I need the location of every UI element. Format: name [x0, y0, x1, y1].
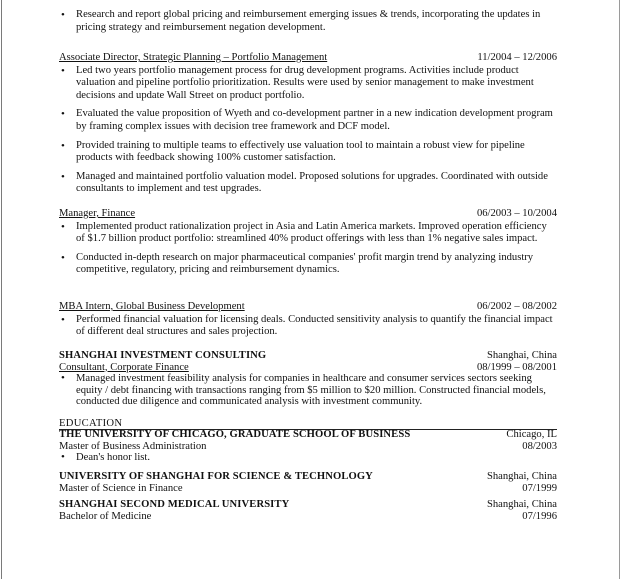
- job-manager-finance: [59, 208, 557, 277]
- degree-date: 07/1999: [522, 482, 557, 494]
- school-shanghai-sci-tech: [59, 471, 557, 494]
- degree-date: 07/1996: [522, 510, 557, 522]
- school-chicago: [59, 429, 557, 464]
- school-name: THE UNIVERSITY OF CHICAGO, GRADUATE SCHOOL OF BUSINESS: [59, 429, 411, 440]
- job-dates: 11/2004 – 12/2006: [477, 52, 557, 63]
- list-item: • Implemented product rationalization project in Asia and Latin America markets. Improved operation efficiency of $1.7 billion product portfolio: streamlined 40% product offerings with less than 1% negative sales impact.: [59, 221, 557, 246]
- education-section: [59, 418, 557, 430]
- org-name: SHANGHAI INVESTMENT CONSULTING: [59, 350, 267, 361]
- school-name: UNIVERSITY OF SHANGHAI FOR SCIENCE & TECHNOLOGY: [59, 471, 373, 482]
- degree: Master of Business Administration: [59, 440, 207, 452]
- list-item: • Performed financial valuation for licensing deals. Conducted sensitivity analysis to quantify the financial impact of different deal structures and sales projection.: [59, 314, 557, 339]
- job-mba-intern: [59, 301, 557, 339]
- job-title: Manager, Finance: [59, 208, 136, 219]
- page-left-edge: [1, 0, 2, 579]
- org-shanghai-investment: [59, 350, 557, 408]
- list-item: • Conducted in-depth research on major pharmaceutical companies' profit margin trend by analyzing industry competitive, regulatory, pricing and reimbursement dynamics.: [59, 252, 557, 277]
- school-shanghai-medical: [59, 499, 557, 522]
- top-bullet-block: [59, 9, 557, 34]
- job-dates: 08/1999 – 08/2001: [476, 361, 557, 373]
- list-item: • Managed investment feasibility analysis for companies in healthcare and consumer services sectors seeking equity / debt financing with transactions ranging from $5 million to $20 million. Constructed financial models, conducted due diligence and communicated analysis with investment community.: [59, 373, 557, 408]
- school-location: Shanghai, China: [486, 499, 557, 510]
- school-location: Chicago, IL: [506, 429, 557, 440]
- job-dates: 06/2003 – 10/2004: [476, 208, 557, 219]
- list-item: • Research and report global pricing and reimbursement emerging issues & trends, incorporating the updates in pricing strategy and reimbursement negation development.: [59, 9, 557, 34]
- job-title: MBA Intern, Global Business Development: [59, 301, 245, 312]
- job-title: Consultant, Corporate Finance: [59, 361, 189, 373]
- page-right-edge: [619, 0, 620, 579]
- org-location: Shanghai, China: [486, 350, 557, 361]
- job-dates: 06/2002 – 08/2002: [476, 301, 557, 312]
- degree-date: 08/2003: [522, 440, 557, 452]
- job-title: Associate Director, Strategic Planning – Portfolio Management: [59, 52, 328, 63]
- degree: Master of Science in Finance: [59, 482, 183, 494]
- list-item: • Dean's honor list.: [59, 452, 557, 464]
- job-associate-director: [59, 52, 557, 196]
- degree: Bachelor of Medicine: [59, 510, 152, 522]
- list-item: • Evaluated the value proposition of Wyeth and co-development partner in a new indication development program by framing complex issues with decision tree framework and DCF model.: [59, 108, 557, 133]
- school-location: Shanghai, China: [486, 471, 557, 482]
- list-item: • Managed and maintained portfolio valuation model. Proposed solutions for upgrades. Coordinated with outside consultants to implement and test upgrades.: [59, 171, 557, 196]
- list-item: • Provided training to multiple teams to effectively use valuation tool to maintain a robust view for pipeline products with feedback showing 100% customer satisfaction.: [59, 140, 557, 165]
- school-name: SHANGHAI SECOND MEDICAL UNIVERSITY: [59, 499, 290, 510]
- list-item: • Led two years portfolio management process for drug development programs. Activities include product valuation and pipeline portfolio prioritization. Results were used by senior management to make investment decisions and update Wall Street on product portfolio.: [59, 65, 557, 103]
- section-heading: EDUCATION: [59, 418, 123, 429]
